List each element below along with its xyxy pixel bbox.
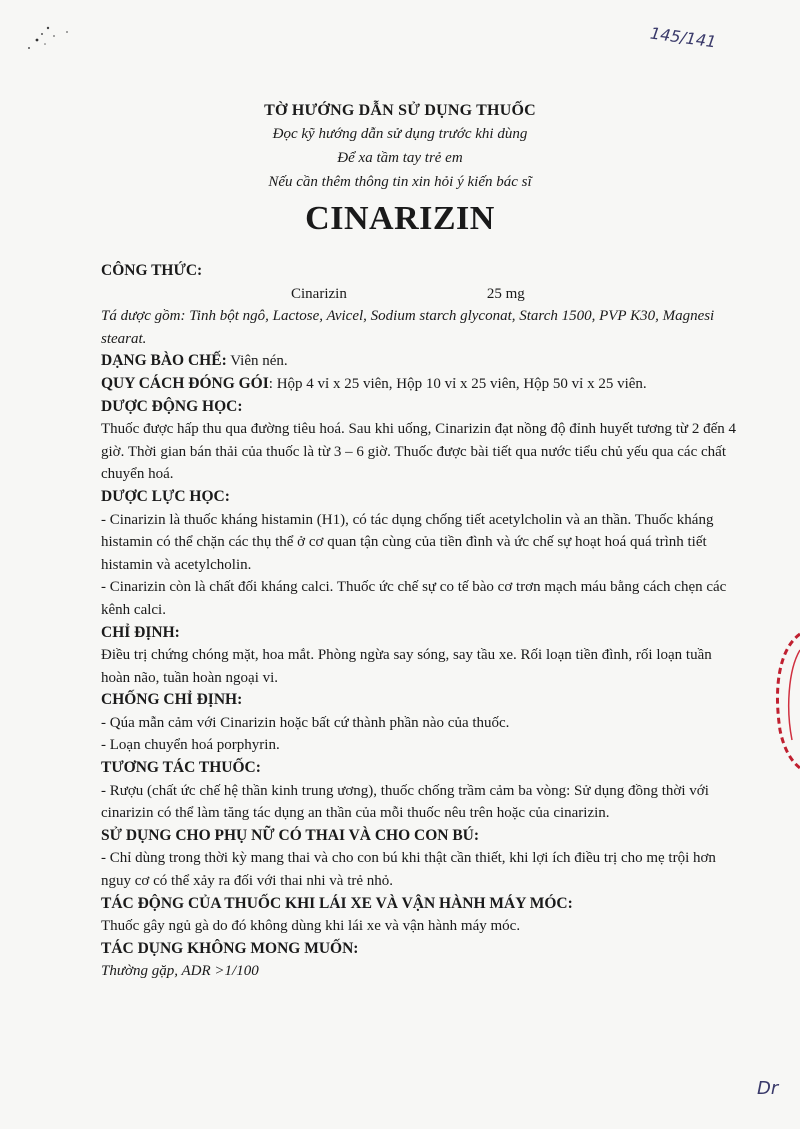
interactions-heading: TƯƠNG TÁC THUỐC: [101,759,261,777]
leaflet-body [101,260,741,983]
header-instruction-1: Đọc kỹ hướng dẫn sử dụng trước khi dùng [272,126,528,142]
dosage-form-text: Viên nén. [226,353,288,370]
formula-heading: CÔNG THỨC: [101,262,203,279]
red-stamp-edge [770,630,800,770]
driving-heading: TÁC ĐỘNG CỦA THUỐC KHI LÁI XE VÀ VẬN HÀNH MÁY MÓC: [101,894,573,912]
pharmacodynamics-heading: DƯỢC LỰC HỌC: [101,487,230,505]
dosage-form-row [101,350,741,373]
document-title: TỜ HƯỚNG DẪN SỬ DỤNG THUỐC [264,102,536,119]
side-effects-text: Thường gặp, ADR >1/100 [101,963,259,980]
excipients-text: Tá dược gồm: Tinh bột ngô, Lactose, Avicel, Sodium starch glyconat, Starch 1500, PVP K30, Magnesi stearat. [101,308,715,347]
header-instruction-3: Nếu cần thêm thông tin xin hỏi ý kiến bác sĩ [268,174,532,190]
handwritten-page-number: 145/141 [649,23,718,52]
header-instruction-2: Để xa tầm tay trẻ em [337,150,463,166]
packaging-text: : Hộp 4 vỉ x 25 viên, Hộp 10 vỉ x 25 viên, Hộp 50 vỉ x 25 viên. [268,375,647,392]
packaging-row [101,373,741,396]
formula-ingredient-row [101,283,741,306]
pregnancy-text: - Chỉ dùng trong thời kỳ mang thai và cho con bú khi thật cần thiết, khi lợi ích điều trị cho mẹ trội hơn nguy cơ có thể xảy ra đối với thai nhi và trẻ nhỏ. [101,850,716,890]
packaging-heading: QUY CÁCH ĐÓNG GÓI [101,374,269,392]
product-name: CINARIZIN [305,200,495,237]
dosage-form-heading: DẠNG BÀO CHẾ: [101,352,227,370]
interactions-text: - Rượu (chất ức chế hệ thần kinh trung ương), thuốc chống trầm cảm ba vòng: Sử dụng đồng thời với cinarizin có thể làm tăng tác dụng an thần của mỗi thuốc nêu trên hoặc của cinarizin. [101,782,709,822]
contraindications-heading: CHỐNG CHỈ ĐỊNH: [101,691,243,709]
ingredient-dose: 25 mg [486,285,525,302]
side-effects-heading: TÁC DỤNG KHÔNG MONG MUỐN: [101,939,359,957]
ingredient-name: Cinarizin [291,285,347,302]
handwritten-initials: Dr [757,1078,779,1099]
pharmacodynamics-paragraph-2: - Cinarizin còn là chất đối kháng calci. Thuốc ức chế sự co tế bào cơ trơn mạch máu bằng cách chẹn các kênh calci. [101,579,727,618]
pharmacodynamics-paragraph-1: - Cinarizin là thuốc kháng histamin (H1), có tác dụng chống tiết acetylcholin và an thần. Thuốc kháng histamin có thể chặn các thụ thể ở cơ quan tận cùng của tiền đình và ức chế sự hoạt hoá quá trình tiết histamin và acetylcholin. [101,511,714,573]
contraindications-item-2: - Loạn chuyển hoá porphyrin. [101,737,280,754]
scan-specks [20,20,80,60]
pharmacokinetics-text: Thuốc được hấp thu qua đường tiêu hoá. Sau khi uống, Cinarizin đạt nồng độ đỉnh huyết tương từ 2 đến 4 giờ. Thời gian bán thải của thuốc là từ 3 – 6 giờ. Thuốc được bài tiết qua nước tiểu chủ yếu qua các chất chuyển hoá. [101,421,736,483]
indications-heading: CHỈ ĐỊNH: [101,623,180,641]
driving-text: Thuốc gây ngủ gà do đó không dùng khi lái xe và vận hành máy móc. [101,918,521,935]
contraindications-item-1: - Qúa mẫn cảm với Cinarizin hoặc bất cứ thành phần nào của thuốc. [101,714,510,731]
indications-text: Điều trị chứng chóng mặt, hoa mắt. Phòng ngừa say sóng, say tầu xe. Rối loạn tiền đình, rối loạn tuần hoàn não, tuần hoàn ngoại vi. [101,647,712,686]
pharmacokinetics-heading: DƯỢC ĐỘNG HỌC: [101,397,243,415]
pregnancy-heading: SỬ DỤNG CHO PHỤ NỮ CÓ THAI VÀ CHO CON BÚ: [101,826,480,844]
